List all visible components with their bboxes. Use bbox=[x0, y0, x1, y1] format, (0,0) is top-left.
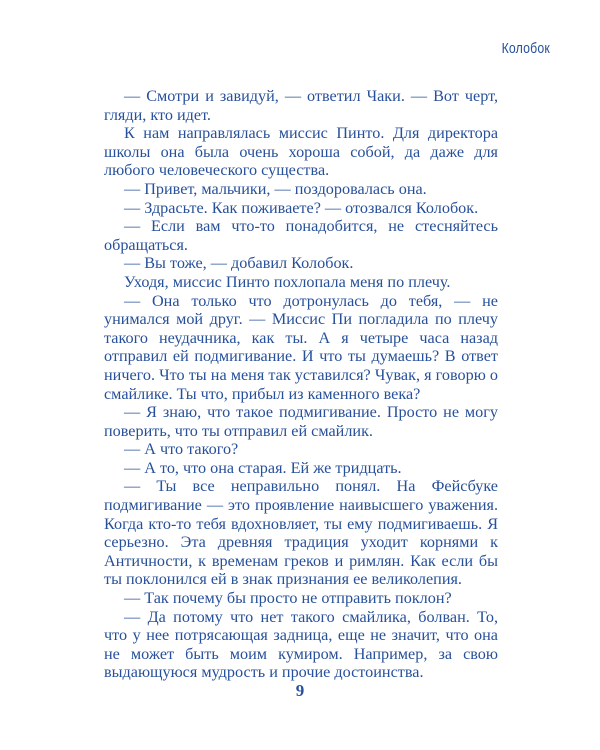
paragraph: — Она только что дотронулась до тебя, — не унимался мой друг. — Миссис Пи погладила по плечу такого неудачника, как ты. А я четыре часа назад отправил ей подмигивание. И что ты думаешь? В ответ ничего. Что ты на меня так уставился? Чувак, я говорю о смайлике. Ты что, прибыл из каменного века? bbox=[104, 291, 498, 403]
paragraph: К нам направлялась миссис Пинто. Для директора школы она была очень хороша собой, да даже для любого человеческого существа. bbox=[104, 124, 498, 180]
paragraph: — Да потому что нет такого смайлика, болван. То, что у нее потрясающая задница, еще не значит, что она не может быть моим кумиром. Например, за свою выдающуюся мудрость и прочие достоинства. bbox=[104, 607, 498, 682]
paragraph: — Смотри и завидуй, — ответил Чаки. — Вот черт, гляди, кто идет. bbox=[104, 87, 498, 124]
paragraph: Уходя, миссис Пинто похлопала меня по плечу. bbox=[124, 272, 451, 291]
paragraph: — Привет, мальчики, — поздоровалась она. bbox=[124, 179, 427, 198]
paragraph: — Здрасьте. Как поживаете? — отозвался Колобок. bbox=[124, 198, 479, 217]
paragraph: — Так почему бы просто не отправить поклон? bbox=[124, 589, 452, 608]
paragraph: — Вы тоже, — добавил Колобок. bbox=[124, 254, 354, 273]
paragraph: — Я знаю, что такое подмигивание. Просто не могу поверить, что ты отправил ей смайлик. bbox=[104, 403, 498, 440]
page-number: 9 bbox=[295, 681, 305, 700]
body-text bbox=[104, 87, 498, 682]
running-title: Колобок bbox=[501, 40, 550, 57]
paragraph: — А то, что она старая. Ей же тридцать. bbox=[124, 458, 402, 477]
paragraph: — Если вам что-то понадобится, не стесняйтесь обращаться. bbox=[104, 217, 498, 254]
paragraph: — А что такого? bbox=[124, 440, 239, 459]
paragraph: — Ты все неправильно понял. На Фейсбуке подмигивание — это проявление наивысшего уважения. Когда кто-то тебя вдохновляет, ты ему подмигиваешь. Я серьезно. Эта древняя традиция уходит корнями к Античности, к временам греков и римлян. Как если бы ты поклонился ей в знак признания ее великолепия. bbox=[104, 477, 498, 589]
